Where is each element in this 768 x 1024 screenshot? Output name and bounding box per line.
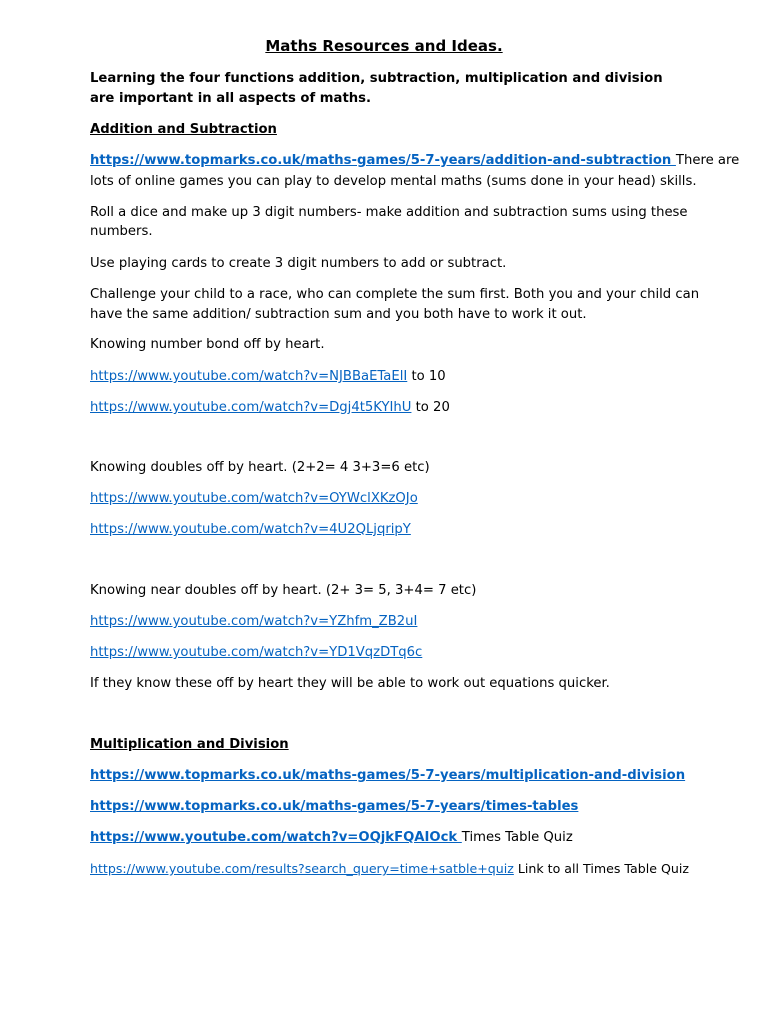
times-table-quiz-link[interactable]: https://www.youtube.com/watch?v=OQjkFQAIOck [90,830,462,845]
race-paragraph-line-2: have the same addition/ subtraction sum and you both have to work it out. [90,307,587,322]
topmarks-addition-line [90,151,740,171]
bond-note-20: to 20 [411,400,450,415]
near-doubles-paragraph: Knowing near doubles off by heart. (2+ 3= 5, 3+4= 7 etc) [90,583,477,598]
dice-paragraph-line-2: numbers. [90,224,153,239]
bonds-paragraph: Knowing number bond off by heart. [90,337,325,352]
race-paragraph-line-1: Challenge your child to a race, who can complete the sum first. Both you and your child can [90,287,700,302]
cards-paragraph: Use playing cards to create 3 digit numbers to add or subtract. [90,256,507,271]
all-quiz-link[interactable]: https://www.youtube.com/results?search_query=time+satble+quiz [90,861,514,876]
multiplication-heading: Multiplication and Division [90,737,289,752]
topmarks-times-tables-link[interactable]: https://www.topmarks.co.uk/maths-games/5-7-years/times-tables [90,799,579,814]
doubles-line-2 [90,520,680,540]
near-doubles-line-2 [90,643,680,663]
near-doubles-line-1 [90,612,680,632]
times-table-quiz-note: Times Table Quiz [461,830,573,845]
multiplication-line-4 [90,859,689,879]
doubles-link-2[interactable]: https://www.youtube.com/watch?v=4U2QLjqripY [90,522,411,537]
near-doubles-link-2[interactable]: https://www.youtube.com/watch?v=YD1VqzDTq6c [90,645,423,660]
addition-heading: Addition and Subtraction [90,122,277,137]
doubles-line-1 [90,489,680,509]
topmarks-addition-text: There are [675,153,740,168]
bond-note-10: to 10 [407,369,446,384]
topmarks-addition-link[interactable]: https://www.topmarks.co.uk/maths-games/5-7-years/addition-and-subtraction [90,153,676,168]
bond-link-20[interactable]: https://www.youtube.com/watch?v=Dgj4t5KYIhU [90,400,412,415]
closing-paragraph: If they know these off by heart they will be able to work out equations quicker. [90,676,610,691]
all-quiz-note: Link to all Times Table Quiz [513,861,689,876]
topmarks-addition-text-cont: lots of online games you can play to develop mental maths (sums done in your head) skills. [90,174,697,189]
bond-line-1 [90,367,680,387]
topmarks-multiplication-link[interactable]: https://www.topmarks.co.uk/maths-games/5-7-years/multiplication-and-division [90,768,686,783]
multiplication-line-1 [90,766,686,786]
multiplication-line-3 [90,828,680,848]
doubles-paragraph: Knowing doubles off by heart. (2+2= 4 3+3=6 etc) [90,460,430,475]
doubles-link-1[interactable]: https://www.youtube.com/watch?v=OYWclXKzOJo [90,491,418,506]
intro-paragraph: Learning the four functions addition, subtraction, multiplication and division are important in all aspects of maths. [90,71,663,106]
multiplication-line-2 [90,797,680,817]
dice-paragraph-line-1: Roll a dice and make up 3 digit numbers- make addition and subtraction sums using these [90,205,688,220]
bond-line-2 [90,398,680,418]
bond-link-10[interactable]: https://www.youtube.com/watch?v=NJBBaETaElI [90,369,408,384]
page-title: Maths Resources and Ideas. [265,37,503,55]
near-doubles-link-1[interactable]: https://www.youtube.com/watch?v=YZhfm_ZB2uI [90,614,418,629]
